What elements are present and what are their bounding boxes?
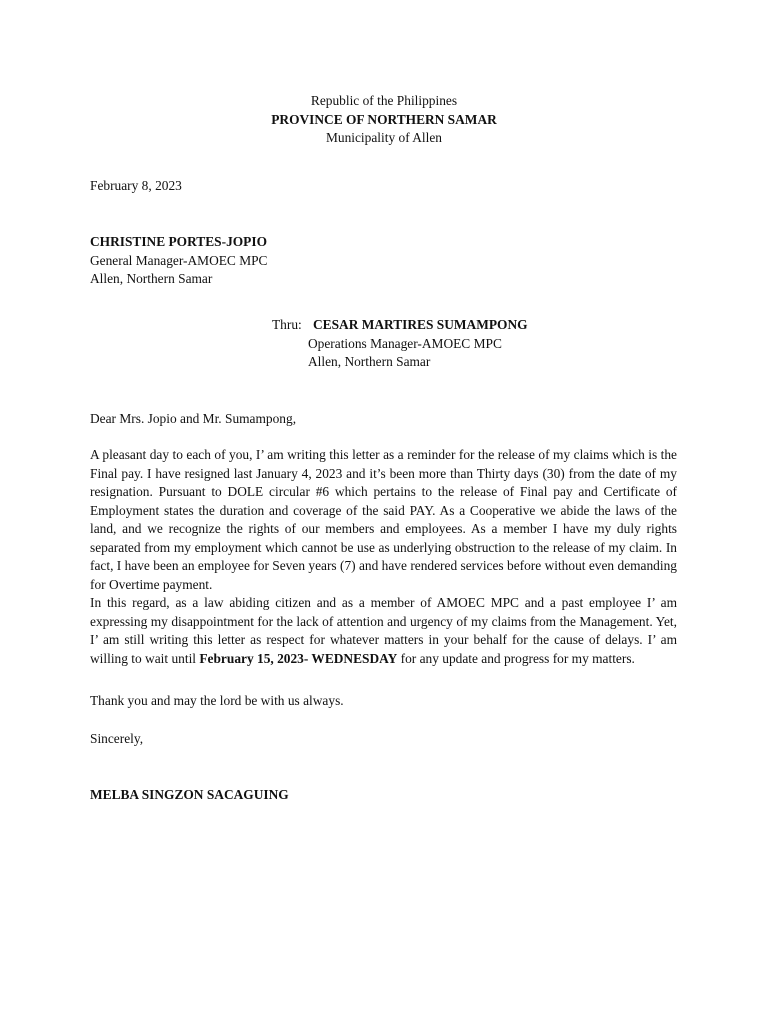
recipient-title: General Manager-AMOEC MPC [90, 252, 268, 268]
municipality-line: Municipality of Allen [325, 130, 443, 145]
sincerely-line: Sincerely, [90, 731, 144, 746]
salutation: Dear Mrs. Jopio and Mr. Sumampong, [90, 411, 297, 426]
recipient-block [90, 233, 268, 289]
paragraph-2-text-start: In this regard, as a law abiding citizen and as a member of AMOEC MPC and a past employee I’ am expressing my disappointment for the lack of attention and urgency of my claims from the Management. Yet, I’ am still writing this letter as respect for whatever matters in your behalf for the cause of delays. I’ am willing to wait until [90, 595, 677, 666]
deadline-date: February 15, 2023- WEDNESDAY [199, 650, 398, 666]
province-line: PROVINCE OF NORTHERN SAMAR [271, 111, 497, 127]
body-paragraph-2 [90, 594, 677, 668]
body-paragraph-1: A pleasant day to each of you, I’ am writing this letter as a reminder for the release of my claims which is the Final pay. I have resigned last January 4, 2023 and it’s been more than Thirty days (30) from the date of my resignation. Pursuant to DOLE circular #6 which pertains to the release of Final pay and Certificate of Employment states the duration and coverage of the said PAY. As a Cooperative we abide the laws of the land, and we recognize the rights of our members and employees. As a member I have my duly rights separated from my employment which cannot be use as underlying obstruction to the release of my claim. In fact, I have been an employee for Seven years (7) and have rendered services before without even demanding for Overtime payment. [90, 447, 677, 592]
letter-date: February 8, 2023 [90, 178, 182, 193]
letter-body [90, 446, 677, 668]
thru-label: Thru: [272, 317, 302, 332]
thru-block [308, 316, 528, 372]
recipient-name: CHRISTINE PORTES-JOPIO [90, 234, 267, 249]
recipient-address: Allen, Northern Samar [90, 271, 213, 286]
thank-you-line: Thank you and may the lord be with us always. [90, 693, 344, 708]
thru-title: Operations Manager-AMOEC MPC [308, 335, 502, 351]
thru-address: Allen, Northern Samar [308, 354, 431, 369]
thru-name: CESAR MARTIRES SUMAMPONG [313, 317, 528, 332]
paragraph-2-text-end: for any update and progress for my matters. [397, 650, 635, 666]
signatory-name: MELBA SINGZON SACAGUING [90, 787, 289, 802]
letterhead [0, 92, 768, 148]
republic-line: Republic of the Philippines [310, 93, 458, 108]
